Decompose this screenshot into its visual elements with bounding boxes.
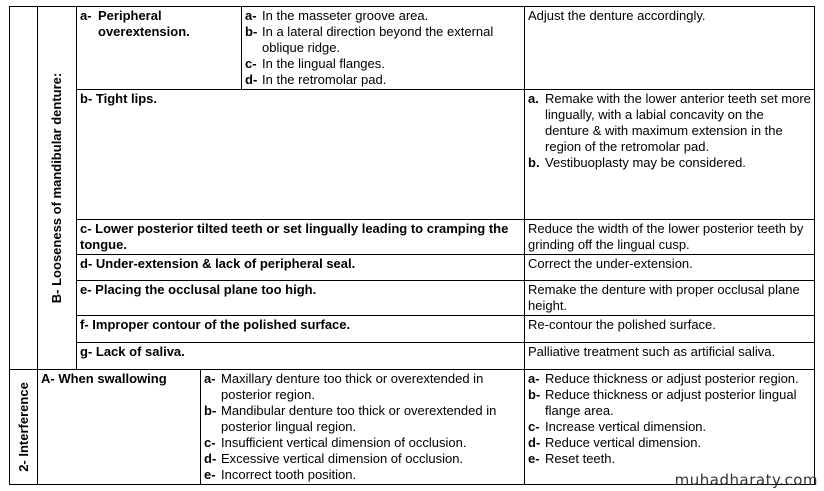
interference-causes-cell	[201, 370, 525, 485]
interference-treatments-cell	[525, 370, 815, 485]
list-item-marker: e-	[204, 467, 216, 482]
list-item	[528, 435, 811, 451]
interference-causes-list	[204, 371, 521, 483]
list-item-text: Reduce vertical dimension.	[545, 435, 702, 450]
row-interference	[10, 370, 815, 485]
list-item-marker: c-	[245, 56, 257, 71]
list-item-text: In the retromolar pad.	[262, 72, 387, 87]
row-tilted-teeth	[10, 220, 815, 255]
lack-of-saliva-cause: g- Lack of saliva.	[77, 343, 525, 370]
list-item	[528, 451, 811, 467]
row-peripheral-overextension	[10, 7, 815, 90]
row-lack-of-saliva	[10, 343, 815, 370]
section-2-label-cell	[10, 370, 38, 485]
list-item-marker: a.	[528, 91, 539, 106]
section-1-empty-cell	[10, 7, 38, 370]
list-item	[204, 403, 521, 435]
list-item-marker: a-	[528, 371, 540, 386]
denture-problems-table	[9, 6, 815, 485]
peripheral-treatment-cell	[525, 7, 815, 90]
tight-lips-treatment-cell	[525, 90, 815, 220]
list-item-marker: d-	[528, 435, 541, 450]
tight-lips-cause: b- Tight lips.	[77, 90, 525, 220]
interference-treatments-list	[528, 371, 811, 467]
tilted-teeth-cause: c- Lower posterior tilted teeth or set lingually leading to cramping the tongue.	[77, 220, 525, 255]
list-item-text: Incorrect tooth position.	[221, 467, 357, 482]
list-item	[528, 91, 811, 155]
list-item	[528, 387, 811, 419]
list-item	[245, 8, 521, 24]
list-item-marker: d-	[204, 451, 217, 466]
list-item	[204, 467, 521, 483]
list-item-marker: c-	[528, 419, 540, 434]
polished-surface-treatment: Re-contour the polished surface.	[525, 316, 815, 343]
tilted-teeth-treatment: Reduce the width of the lower posterior teeth by grinding off the lingual cusp.	[525, 220, 815, 255]
list-item-marker: b-	[528, 387, 541, 402]
list-item-text: Insufficient vertical dimension of occlusion.	[221, 435, 467, 450]
section-2-label: 2- Interference	[15, 382, 31, 472]
list-item-text: In the lingual flanges.	[262, 56, 385, 71]
list-item-marker: c-	[204, 435, 216, 450]
occlusal-plane-treatment: Remake the denture with proper occlusal plane height.	[525, 281, 815, 316]
list-item-text: Reset teeth.	[545, 451, 616, 466]
list-item-text: Increase vertical dimension.	[545, 419, 707, 434]
row-tight-lips	[10, 90, 815, 220]
under-extension-treatment: Correct the under-extension.	[525, 255, 815, 281]
list-item	[528, 155, 811, 171]
row-occlusal-plane	[10, 281, 815, 316]
list-item	[245, 56, 521, 72]
list-item-marker: d-	[245, 72, 258, 87]
watermark: muhadharaty.com	[674, 471, 818, 489]
list-item	[245, 24, 521, 56]
lack-of-saliva-treatment: Palliative treatment such as artificial saliva.	[525, 343, 815, 370]
list-item-text: In the masseter groove area.	[262, 8, 429, 23]
peripheral-label-cell	[77, 7, 242, 90]
list-item	[204, 451, 521, 467]
list-item-marker: e-	[528, 451, 540, 466]
list-item	[204, 371, 521, 403]
list-item	[245, 72, 521, 88]
list-item-text: Reduce thickness or adjust posterior lingual flange area.	[545, 387, 797, 418]
list-item-text: Maxillary denture too thick or overextended in posterior region.	[221, 371, 484, 402]
list-item	[204, 435, 521, 451]
list-item-text: In a lateral direction beyond the external oblique ridge.	[262, 24, 494, 55]
list-item-text: Vestibuoplasty may be considered.	[545, 155, 746, 170]
peripheral-causes-list	[245, 8, 521, 88]
section-b-label-cell	[38, 7, 77, 370]
list-item-text: Reduce thickness or adjust posterior region.	[545, 371, 799, 386]
list-item-text: Remake with the lower anterior teeth set more lingually, with a labial concavity on the denture & with maximum extension in the region of the retromolar pad.	[545, 91, 811, 154]
list-item-text: Excessive vertical dimension of occlusion.	[221, 451, 464, 466]
under-extension-cause: d- Under-extension & lack of peripheral seal.	[77, 255, 525, 281]
occlusal-plane-cause: e- Placing the occlusal plane too high.	[77, 281, 525, 316]
row-under-extension	[10, 255, 815, 281]
peripheral-causes-cell	[242, 7, 525, 90]
row-polished-surface	[10, 316, 815, 343]
list-item-marker: b-	[204, 403, 217, 418]
list-item	[528, 419, 811, 435]
list-item-marker: a-	[204, 371, 216, 386]
list-item-marker: b.	[528, 155, 540, 170]
peripheral-label: Peripheral overextension.	[98, 8, 190, 39]
list-item	[528, 371, 811, 387]
section-b-label: B- Looseness of mandibular denture:	[49, 72, 64, 304]
peripheral-treatment: Adjust the denture accordingly.	[528, 8, 706, 23]
list-item-marker: b-	[245, 24, 258, 39]
list-item-text: Mandibular denture too thick or overextended in posterior lingual region.	[221, 403, 497, 434]
swallowing-label: A- When swallowing	[38, 370, 201, 485]
peripheral-marker: a-	[80, 8, 92, 23]
tight-lips-treatment-list	[528, 91, 811, 171]
list-item-marker: a-	[245, 8, 257, 23]
polished-surface-cause: f- Improper contour of the polished surface.	[77, 316, 525, 343]
